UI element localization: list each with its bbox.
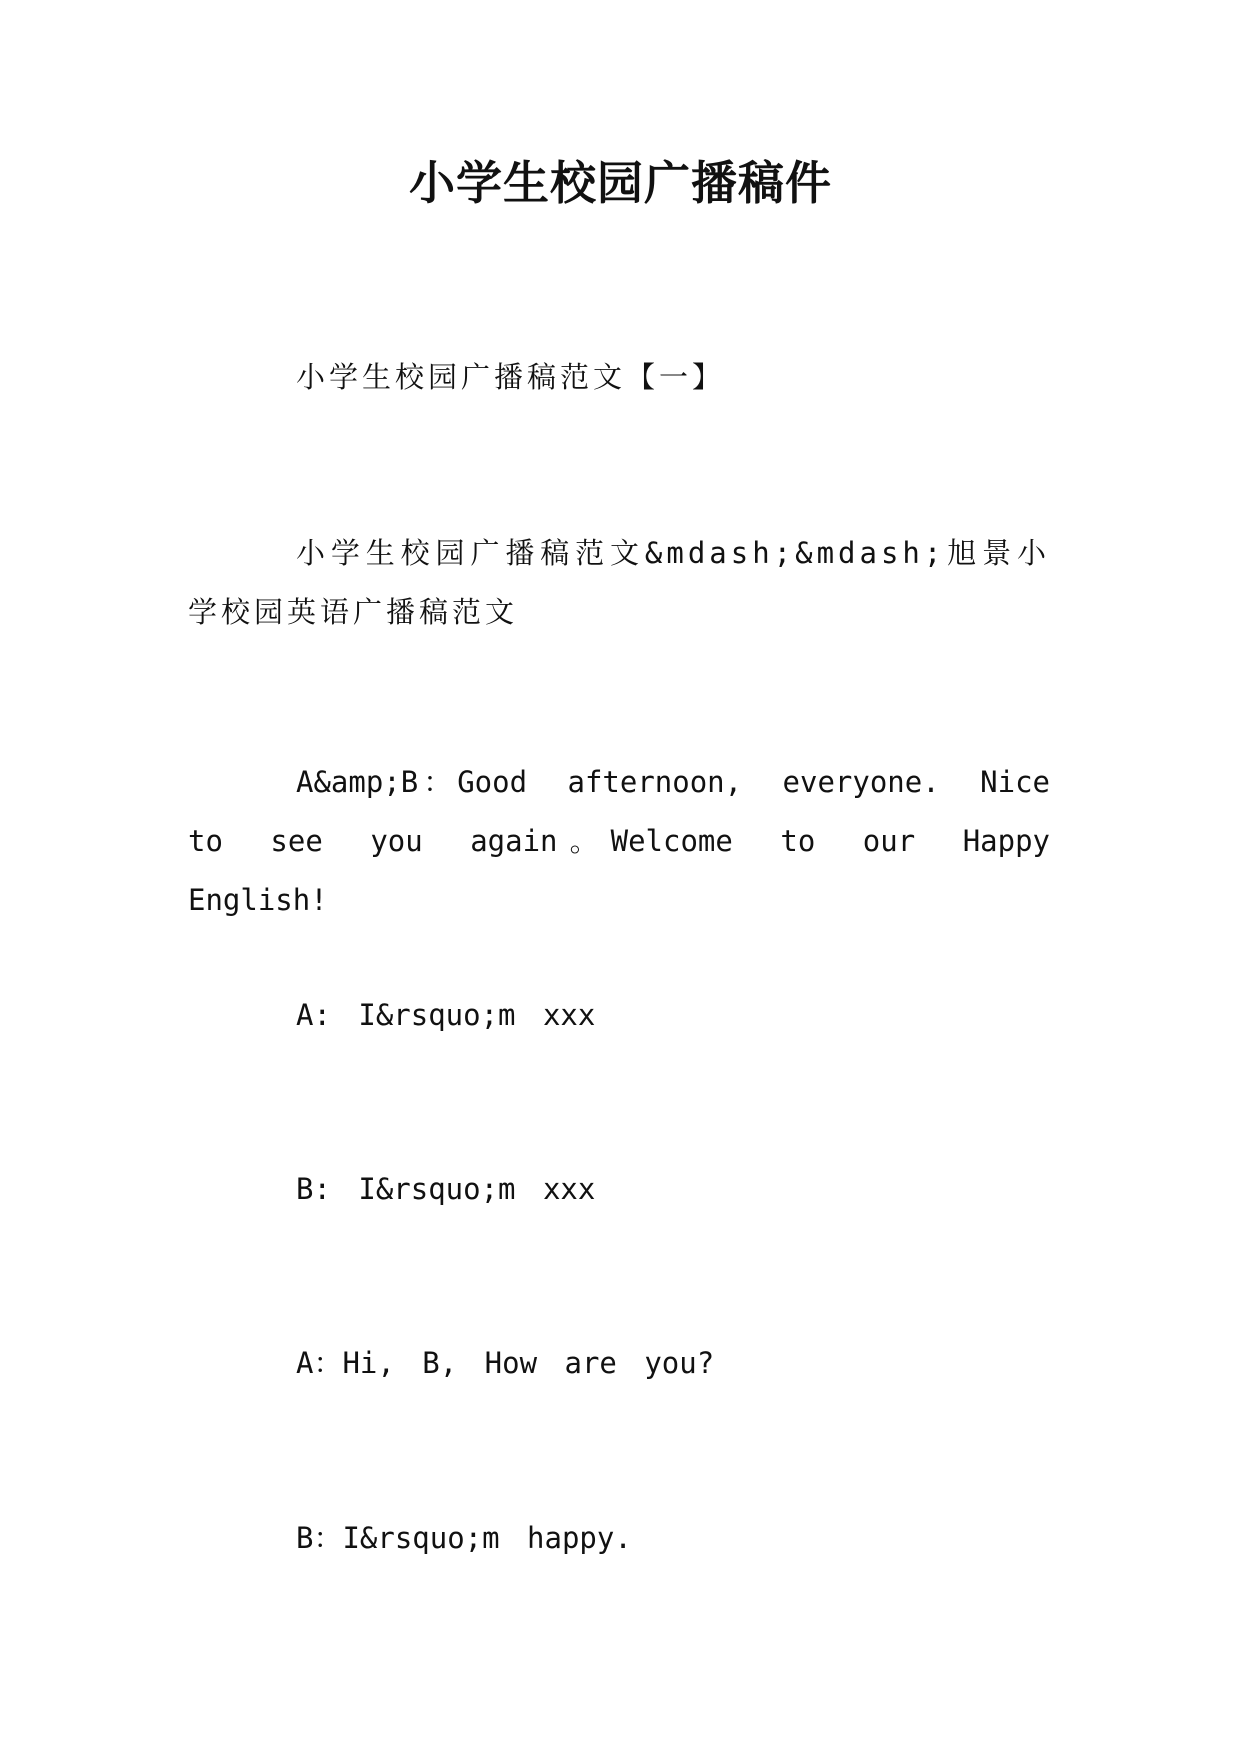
document-title: 小学生校园广播稿件 [409, 156, 832, 210]
dialogue-line: A: I&rsquo;m xxx [296, 998, 596, 1032]
dialogue-line: A：Hi, B, How are you? [296, 1346, 715, 1380]
section-heading: 小学生校园广播稿范文【一】 [296, 360, 726, 394]
dialogue-line: A&amp;B：Good afternoon, everyone. Nice to see you again。Welcome to our Happy English! [188, 765, 1050, 917]
subtitle-paragraph: 小学生校园广播稿范文&mdash;&mdash;旭景小学校园英语广播稿范文 [188, 536, 1050, 629]
dialogue-line: B: I&rsquo;m xxx [296, 1172, 596, 1206]
dialogue-line: B：I&rsquo;m happy. [296, 1521, 632, 1555]
